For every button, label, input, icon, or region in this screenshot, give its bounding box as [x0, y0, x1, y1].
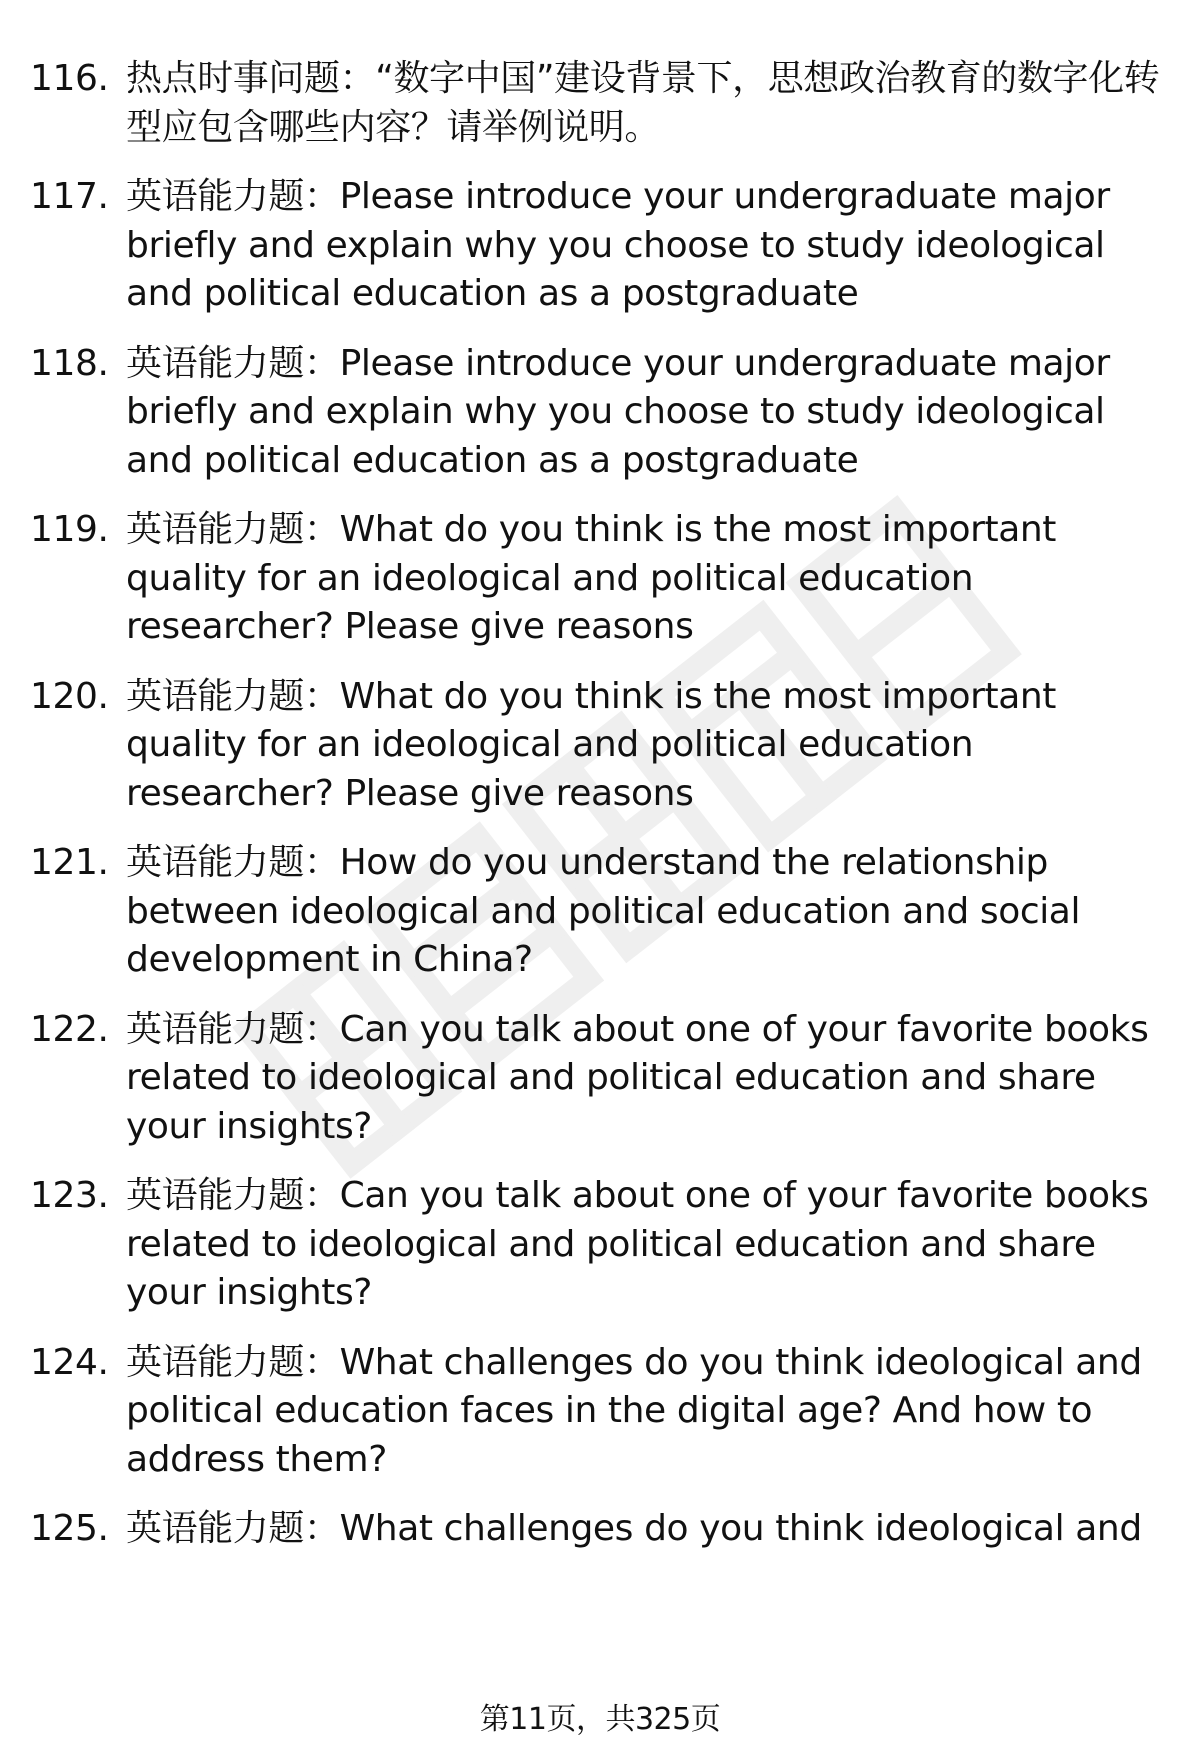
question-item-122	[30, 1006, 1180, 1152]
question-category: 英语能力题：	[126, 675, 340, 717]
question-text	[126, 55, 1180, 152]
question-body: Please introduce your undergraduate major briefly and explain why you choose to study ideological and political education as a postgraduate	[126, 342, 1110, 481]
question-item-119	[30, 506, 1180, 652]
question-body: How do you understand the relationship between ideological and political education and social development in China?	[126, 842, 1081, 980]
question-category: 英语能力题：	[126, 1175, 340, 1216]
question-list	[30, 55, 1180, 1575]
question-item-120	[30, 673, 1180, 819]
question-category: 英语能力题：	[126, 1008, 340, 1050]
question-body: Can you talk about one of your favorite books related to ideological and political education and share your insights?	[126, 1008, 1149, 1147]
question-number: 118.	[30, 342, 109, 384]
question-number: 123.	[30, 1175, 109, 1216]
question-category: 英语能力题：	[126, 176, 340, 217]
question-item-124	[30, 1339, 1180, 1485]
question-item-125	[30, 1505, 1180, 1554]
question-item-117	[30, 173, 1180, 319]
question-body: What do you think is the most important quality for an ideological and political education researcher? Please give reasons	[126, 509, 1056, 647]
question-item-118	[30, 340, 1180, 486]
question-item-123	[30, 1172, 1180, 1318]
question-category: 英语能力题：	[126, 342, 340, 384]
question-text	[126, 506, 1180, 652]
question-text	[126, 1006, 1180, 1152]
question-number: 124.	[30, 1341, 109, 1383]
question-item-121	[30, 839, 1180, 985]
question-body: What challenges do you think ideological and	[339, 1508, 1142, 1549]
question-number: 117.	[30, 176, 109, 217]
question-body: Please introduce your undergraduate major briefly and explain why you choose to study ideological and political education as a postgraduate	[126, 176, 1110, 314]
question-category: 热点时事问题：	[126, 58, 376, 99]
question-text	[126, 1339, 1180, 1485]
question-body: What do you think is the most important quality for an ideological and political education researcher? Please give reasons	[126, 675, 1056, 814]
question-body: What challenges do you think ideological and political education faces in the digital age? And how to address them?	[126, 1341, 1142, 1480]
question-category: 英语能力题：	[126, 509, 340, 550]
question-text	[126, 1505, 1180, 1554]
question-text	[126, 1172, 1180, 1318]
question-text	[126, 340, 1180, 486]
question-text	[126, 173, 1180, 319]
question-number: 122.	[30, 1008, 109, 1050]
page-number-label: 第11页，共325页	[479, 1702, 721, 1737]
question-category: 英语能力题：	[126, 1341, 340, 1383]
question-text	[126, 839, 1180, 985]
question-number: 121.	[30, 842, 109, 883]
question-number: 120.	[30, 675, 109, 717]
question-number: 119.	[30, 509, 109, 550]
question-number: 116.	[30, 58, 109, 99]
question-body: “数字中国”建设背景下，思想政治教育的数字化转型应包含哪些内容？请举例说明。	[126, 58, 1160, 148]
question-category: 英语能力题：	[126, 842, 340, 883]
question-body: Can you talk about one of your favorite books related to ideological and political education and share your insights?	[126, 1175, 1149, 1313]
page-footer	[0, 1700, 1200, 1740]
question-item-116	[30, 55, 1180, 152]
question-number: 125.	[30, 1508, 109, 1549]
question-category: 英语能力题：	[126, 1508, 340, 1549]
question-text	[126, 673, 1180, 819]
